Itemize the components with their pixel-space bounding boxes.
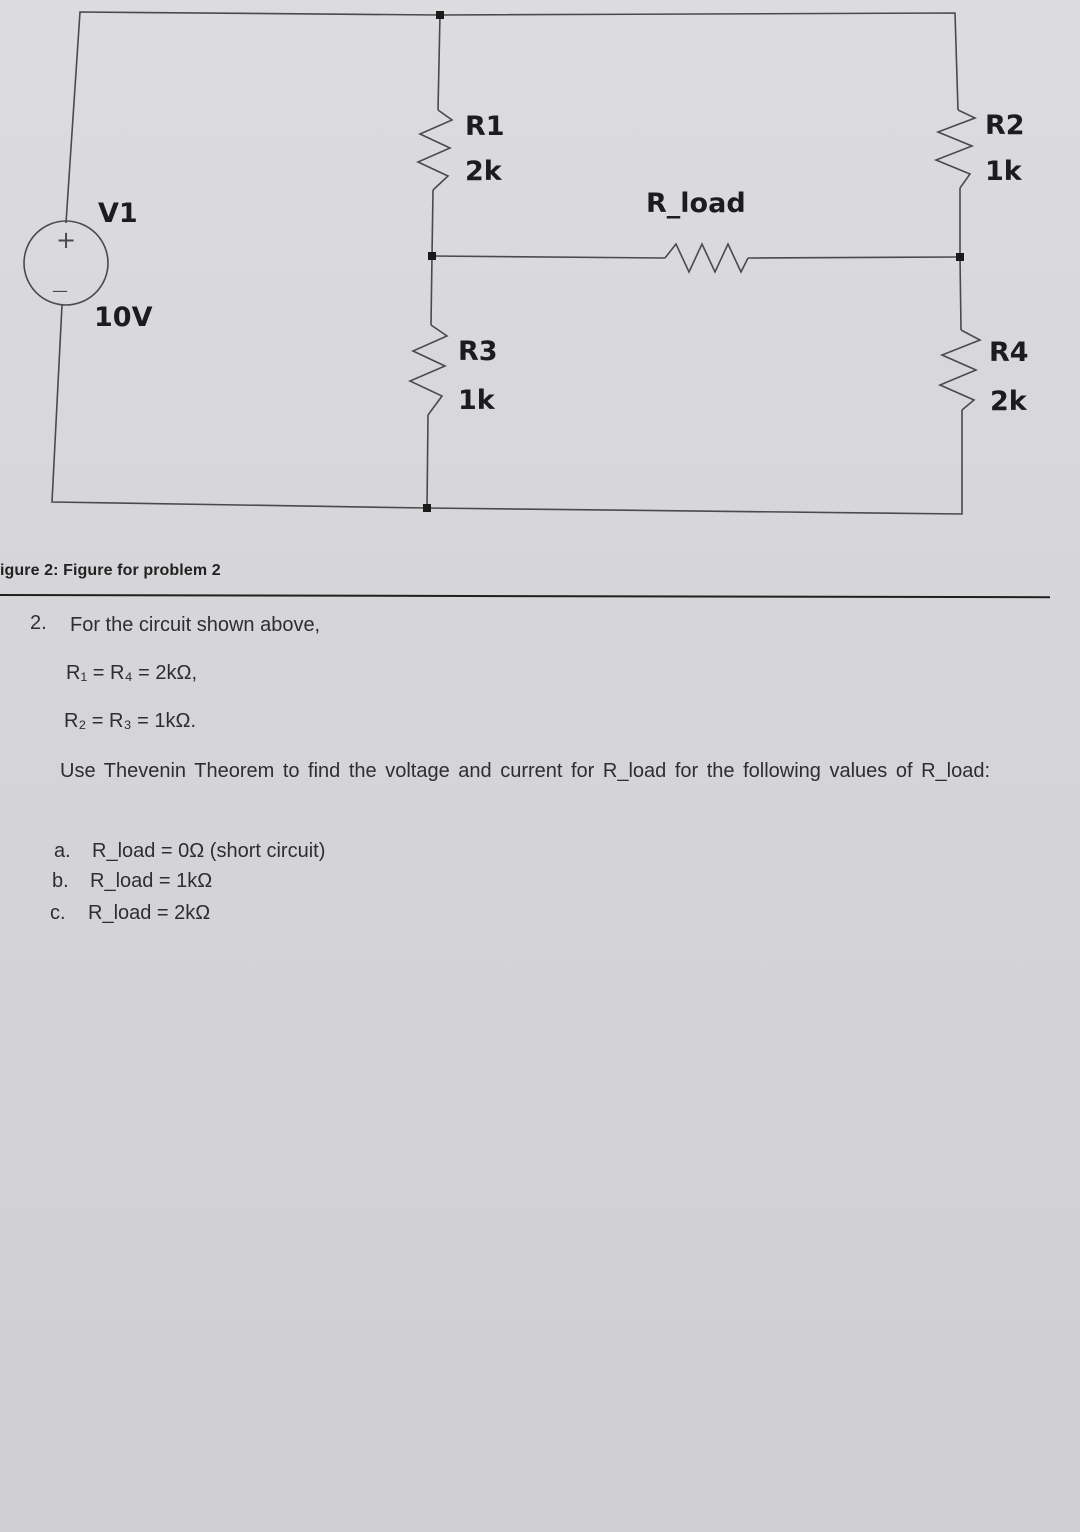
r4-resistor-symbol [940,330,980,410]
r1-resistor-symbol [418,110,452,190]
wire-bottom-right [427,410,962,514]
problem-intro: For the circuit shown above, [70,614,321,636]
problem-instruction: Use Thevenin Theorem to find the voltage and current for R_load for the following values of R_load: [60,760,991,782]
source-minus-sign: — [52,281,68,300]
source-plus-sign: + [56,226,77,254]
r2-value-label: 1k [985,156,1022,187]
rload-name-label: R_load [646,188,746,219]
r4-name-label: R4 [989,337,1029,368]
list-item [54,840,325,863]
figure-caption: igure 2: Figure for problem 2 [0,562,221,579]
node-mid-left [428,252,436,260]
source-name-label: V1 [98,198,138,229]
problem-number: 2. [30,612,47,634]
list-item [52,870,212,893]
r1-value-label: 2k [465,156,502,187]
given-values-1: R₁ = R₄ = 2kΩ, [66,662,198,684]
r2-name-label: R2 [985,110,1025,141]
wire-top-left [66,12,440,223]
wire-r4-top [960,257,961,330]
list-item-label: a. [54,840,71,862]
wire-top-right [440,13,958,110]
wire-bottom-left [52,305,427,508]
wire-r1-bottom [432,190,433,256]
wire-rload-left [432,256,665,258]
node-mid-right [956,253,964,261]
wire-r3-top [431,256,432,325]
list-item [50,902,210,925]
given-values-2: R₂ = R₃ = 1kΩ. [64,710,197,732]
node-bottom [423,504,431,512]
source-value-label: 10V [94,302,153,333]
r4-value-label: 2k [990,386,1027,417]
wire-r1-top [438,15,440,110]
wire-rload-right [748,257,960,258]
section-divider [0,594,1050,598]
r3-value-label: 1k [458,385,495,416]
list-item-text: R_load = 2kΩ [88,902,211,924]
r1-name-label: R1 [465,111,505,142]
wire-r3-bottom [427,415,428,508]
node-top [436,11,444,19]
r2-resistor-symbol [936,110,975,188]
list-item-label: b. [52,870,69,892]
circuit-schematic [0,0,1080,545]
rload-resistor-symbol [665,244,748,272]
r3-name-label: R3 [458,336,498,367]
list-item-text: R_load = 0Ω (short circuit) [92,840,326,862]
r3-resistor-symbol [410,325,447,415]
list-item-text: R_load = 1kΩ [90,870,213,892]
list-item-label: c. [50,902,66,924]
